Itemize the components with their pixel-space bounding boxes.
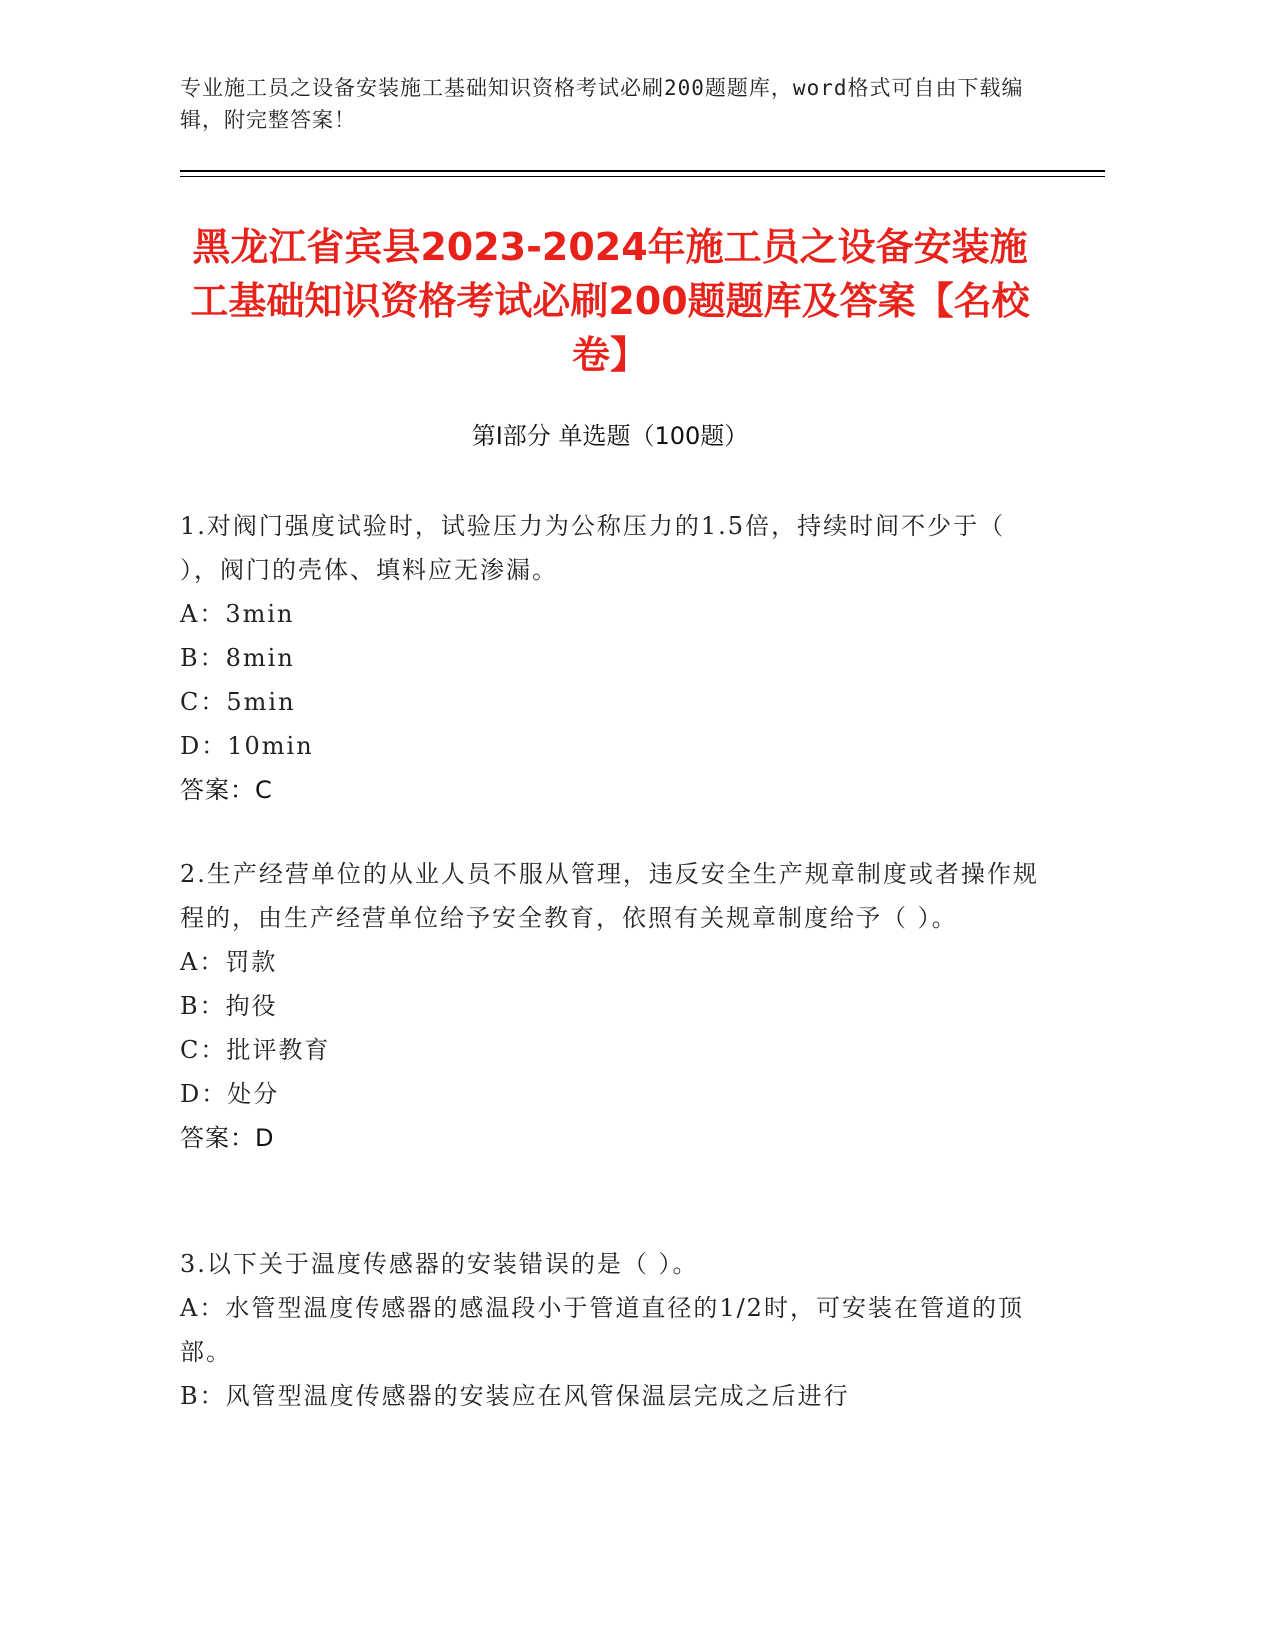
header-note: 专业施工员之设备安装施工基础知识资格考试必刷200题题库，word格式可自由下载编辑，附完整答案！	[180, 76, 1024, 132]
option-d: D：10min	[180, 732, 314, 760]
question-1	[180, 504, 1040, 812]
answer-line	[180, 768, 1040, 812]
option-b: B：8min	[180, 644, 295, 672]
option-c: C：批评教育	[180, 1036, 331, 1064]
header-divider-thin	[180, 176, 1105, 177]
option-c: C：5min	[180, 688, 296, 716]
answer-label: 答案：	[180, 776, 255, 804]
question-2	[180, 852, 1040, 1160]
option-b: B：拘役	[180, 992, 278, 1020]
option-d: D：处分	[180, 1080, 280, 1108]
answer-value: C	[255, 776, 273, 804]
header-divider-thick	[180, 170, 1105, 172]
question-stem: 3.以下关于温度传感器的安装错误的是（ ）。	[180, 1250, 699, 1278]
option-b: B：风管型温度传感器的安装应在风管保温层完成之后进行	[180, 1382, 850, 1410]
question-stem: 2.生产经营单位的从业人员不服从管理，违反安全生产规章制度或者操作规程的，由生产经营单位给予安全教育，依照有关规章制度给予（ ）。	[180, 860, 1039, 932]
section-heading: 第Ⅰ部分 单选题（100题）	[471, 422, 749, 450]
option-a: A：罚款	[180, 948, 278, 976]
answer-line	[180, 1116, 1040, 1160]
question-3	[180, 1242, 1040, 1418]
answer-label: 答案：	[180, 1124, 255, 1152]
option-a: A：水管型温度传感器的感温段小于管道直径的1/2时，可安装在管道的顶部。	[180, 1294, 1024, 1366]
option-a: A：3min	[180, 600, 295, 628]
question-stem: 1.对阀门强度试验时，试验压力为公称压力的1.5倍，持续时间不少于（ ），阀门的壳体、填料应无渗漏。	[180, 512, 1006, 584]
document-title: 黑龙江省宾县2023-2024年施工员之设备安装施工基础知识资格考试必刷200题题库及答案【名校卷】	[190, 225, 1030, 377]
answer-value: D	[255, 1124, 275, 1152]
